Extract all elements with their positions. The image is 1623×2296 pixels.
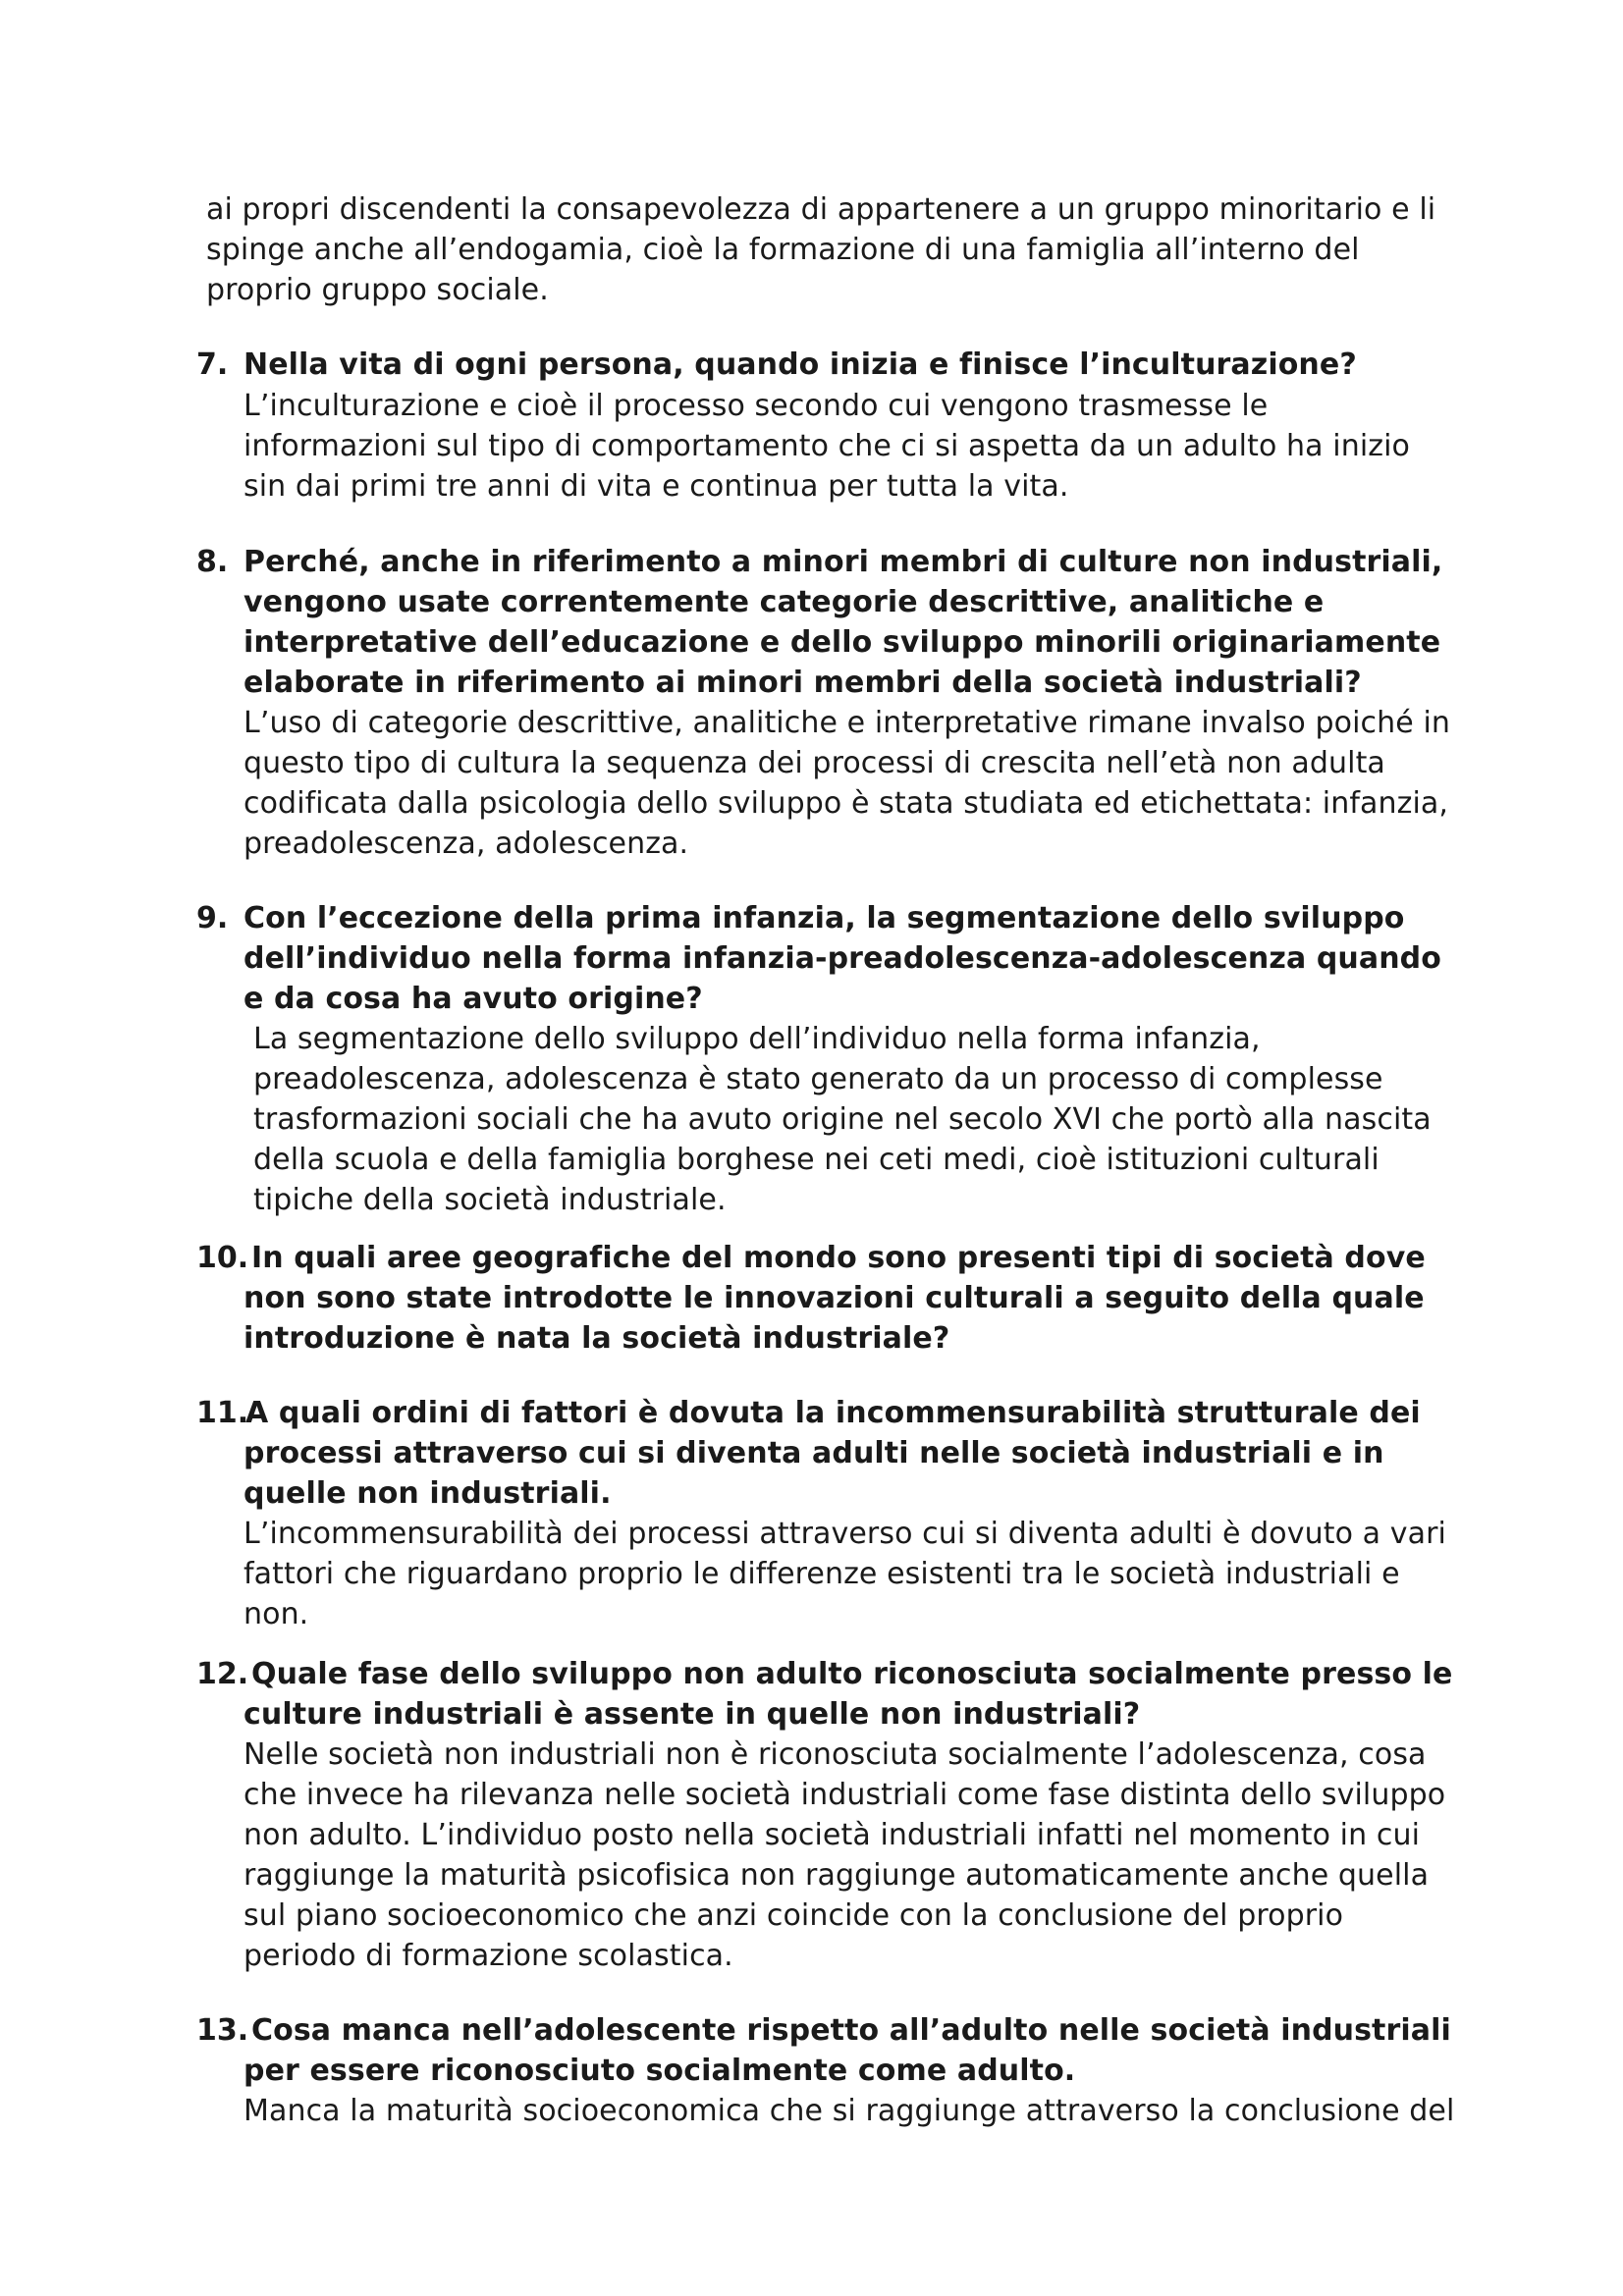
intro-line: spinge anche all’endogamia, cioè la formazione di una famiglia all’interno del bbox=[206, 233, 1360, 267]
question-line: quelle non industriali. bbox=[243, 1476, 612, 1511]
question-line: In quali aree geografiche del mondo sono presenti tipi di società dove bbox=[251, 1241, 1426, 1275]
question-line: dell’individuo nella forma infanzia-preadolescenza-adolescenza quando bbox=[243, 941, 1441, 976]
answer-line: che invece ha rilevanza nelle società industriali come fase distinta dello sviluppo bbox=[243, 1778, 1446, 1812]
question-line: culture industriali è assente in quelle non industriali? bbox=[243, 1697, 1141, 1732]
item-number: 12. bbox=[196, 1657, 249, 1691]
question-line: Nella vita di ogni persona, quando inizia e finisce l’inculturazione? bbox=[243, 347, 1357, 382]
intro-line: proprio gruppo sociale. bbox=[206, 273, 549, 307]
question-line: Cosa manca nell’adolescente rispetto all’adulto nelle società industriali bbox=[251, 2013, 1451, 2048]
answer-line: raggiunge la maturità psicofisica non raggiunge automaticamente anche quella bbox=[243, 1858, 1430, 1893]
question-line: A quali ordini di fattori è dovuta la incommensurabilità strutturale dei bbox=[245, 1396, 1421, 1430]
answer-line: tipiche della società industriale. bbox=[253, 1183, 727, 1217]
answer-line: L’inculturazione e cioè il processo secondo cui vengono trasmesse le bbox=[243, 389, 1269, 423]
answer-line: preadolescenza, adolescenza. bbox=[243, 827, 689, 861]
answer-line: della scuola e della famiglia borghese nei ceti medi, cioè istituzioni culturali bbox=[253, 1143, 1380, 1177]
question-line: e da cosa ha avuto origine? bbox=[243, 982, 703, 1016]
answer-line: questo tipo di cultura la sequenza dei processi di crescita nell’età non adulta bbox=[243, 746, 1385, 780]
item-number: 9. bbox=[196, 901, 229, 935]
answer-line: Nelle società non industriali non è riconosciuta socialmente l’adolescenza, cosa bbox=[243, 1737, 1427, 1772]
answer-line: codificata dalla psicologia dello sviluppo è stata studiata ed etichettata: infanzia, bbox=[243, 786, 1449, 821]
answer-line: Manca la maturità socioeconomica che si raggiunge attraverso la conclusione del bbox=[243, 2094, 1455, 2128]
answer-line: informazioni sul tipo di comportamento che ci si aspetta da un adulto ha inizio bbox=[243, 429, 1410, 463]
question-line: elaborate in riferimento ai minori membri della società industriali? bbox=[243, 666, 1362, 700]
question-line: non sono state introdotte le innovazioni culturali a seguito della quale bbox=[243, 1281, 1425, 1315]
item-number: 8. bbox=[196, 545, 229, 579]
question-line: Con l’eccezione della prima infanzia, la segmentazione dello sviluppo bbox=[243, 901, 1405, 935]
answer-line: L’uso di categorie descrittive, analitiche e interpretative rimane invalso poiché in bbox=[243, 706, 1451, 740]
answer-line: L’incommensurabilità dei processi attraverso cui si diventa adulti è dovuto a vari bbox=[243, 1517, 1446, 1551]
item-number: 10. bbox=[196, 1241, 249, 1275]
answer-line: periodo di formazione scolastica. bbox=[243, 1939, 733, 1973]
answer-line: preadolescenza, adolescenza è stato generato da un processo di complesse bbox=[253, 1062, 1383, 1096]
item-number: 7. bbox=[196, 347, 229, 382]
question-line: per essere riconosciuto socialmente come adulto. bbox=[243, 2054, 1076, 2088]
answer-line: sul piano socioeconomico che anzi coincide con la conclusione del proprio bbox=[243, 1898, 1344, 1933]
answer-line: fattori che riguardano proprio le differenze esistenti tra le società industriali e bbox=[243, 1557, 1400, 1591]
answer-line: La segmentazione dello sviluppo dell’individuo nella forma infanzia, bbox=[253, 1022, 1261, 1056]
answer-line: sin dai primi tre anni di vita e continua per tutta la vita. bbox=[243, 469, 1069, 504]
item-number: 11. bbox=[196, 1396, 249, 1430]
question-line: processi attraverso cui si diventa adulti nelle società industriali e in bbox=[243, 1436, 1384, 1470]
question-line: vengono usate correntemente categorie descrittive, analitiche e bbox=[243, 585, 1325, 619]
question-line: introduzione è nata la società industriale? bbox=[243, 1321, 950, 1356]
answer-line: trasformazioni sociali che ha avuto origine nel secolo XVI che portò alla nascita bbox=[253, 1102, 1432, 1137]
question-line: Quale fase dello sviluppo non adulto riconosciuta socialmente presso le bbox=[251, 1657, 1453, 1691]
item-number: 13. bbox=[196, 2013, 249, 2048]
intro-line: ai propri discendenti la consapevolezza di appartenere a un gruppo minoritario e li bbox=[206, 192, 1436, 227]
answer-line: non. bbox=[243, 1597, 309, 1631]
answer-line: non adulto. L’individuo posto nella società industriali infatti nel momento in cui bbox=[243, 1818, 1421, 1852]
question-line: interpretative dell’educazione e dello sviluppo minorili originariamente bbox=[243, 625, 1441, 660]
question-line: Perché, anche in riferimento a minori membri di culture non industriali, bbox=[243, 545, 1443, 579]
